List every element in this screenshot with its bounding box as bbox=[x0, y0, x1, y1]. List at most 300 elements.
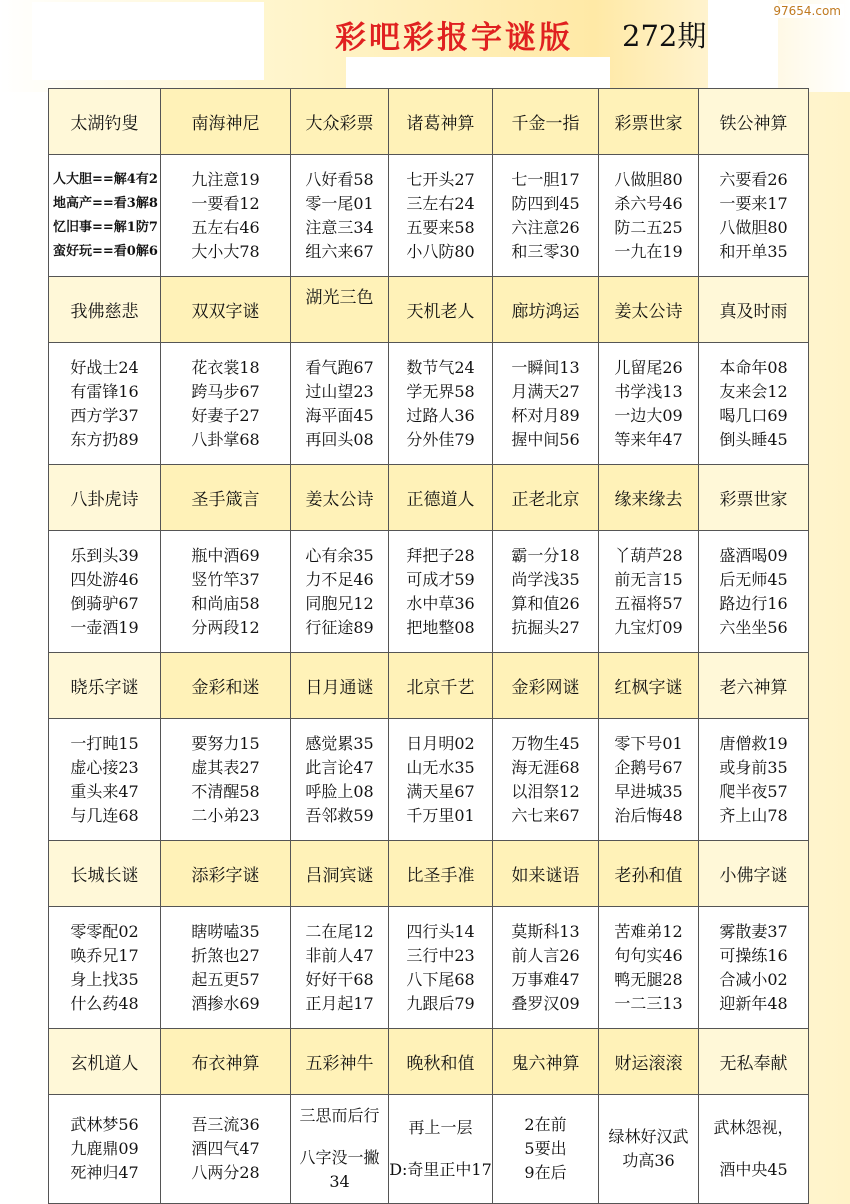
riddle-line: 杯对月89 bbox=[511, 405, 580, 425]
riddle-row bbox=[49, 719, 809, 841]
header-label: 湖光三色 bbox=[305, 288, 374, 308]
column-header bbox=[389, 841, 493, 907]
header-label: 金彩和迷 bbox=[191, 678, 260, 698]
riddle-line: 友来会12 bbox=[719, 381, 788, 401]
riddle-cell bbox=[49, 719, 161, 841]
riddle-cell bbox=[161, 531, 291, 653]
blank-box bbox=[32, 2, 264, 80]
riddle-line: 和三零30 bbox=[511, 241, 580, 261]
riddle-line: 六要看26 bbox=[719, 169, 788, 189]
header-label: 五彩神牛 bbox=[305, 1054, 374, 1074]
riddle-cell bbox=[493, 155, 599, 277]
header-label: 南海神尼 bbox=[191, 114, 260, 134]
header-row bbox=[49, 465, 809, 531]
header-label: 红枫字谜 bbox=[614, 678, 683, 698]
riddle-line: 起五更57 bbox=[191, 969, 260, 989]
header-label: 大众彩票 bbox=[305, 114, 374, 134]
riddle-line: 本命年08 bbox=[719, 357, 788, 377]
riddle-line: 倒骑驴67 bbox=[70, 593, 139, 613]
riddle-line: 算和值26 bbox=[511, 593, 580, 613]
riddle-line: 小八防80 bbox=[406, 241, 475, 261]
riddle-cell bbox=[699, 907, 809, 1029]
riddle-cell bbox=[161, 343, 291, 465]
header-label: 千金一指 bbox=[511, 114, 580, 134]
riddle-cell bbox=[161, 719, 291, 841]
riddle-line: 前人言26 bbox=[511, 945, 580, 965]
riddle-cell bbox=[389, 907, 493, 1029]
column-header bbox=[699, 841, 809, 907]
riddle-line: 感觉累35 bbox=[305, 733, 374, 753]
riddle-cell bbox=[49, 155, 161, 277]
header-label: 正老北京 bbox=[511, 490, 580, 510]
column-header bbox=[49, 465, 161, 531]
riddle-line: 六七来67 bbox=[511, 805, 580, 825]
riddle-line: 大小大78 bbox=[191, 241, 260, 261]
riddle-cell bbox=[699, 155, 809, 277]
column-header bbox=[291, 89, 389, 155]
riddle-line: 乐到头39 bbox=[70, 545, 139, 565]
riddle-line: 同胞兄12 bbox=[305, 593, 374, 613]
riddle-line: 数节气24 bbox=[406, 357, 475, 377]
header-label: 晚秋和值 bbox=[406, 1054, 475, 1074]
riddle-line: 齐上山78 bbox=[719, 805, 788, 825]
riddle-table-wrap bbox=[48, 88, 808, 1204]
riddle-line: 把地整08 bbox=[406, 617, 475, 637]
header-label: 圣手箴言 bbox=[191, 490, 260, 510]
riddle-line: 蛮好玩==看0解6 bbox=[53, 243, 158, 259]
riddle-line: 组六来67 bbox=[305, 241, 374, 261]
riddle-line: 五福将57 bbox=[614, 593, 683, 613]
riddle-cell bbox=[161, 155, 291, 277]
riddle-line: 吾邻救59 bbox=[305, 805, 374, 825]
header-label: 日月通谜 bbox=[305, 678, 374, 698]
riddle-cell bbox=[49, 1095, 161, 1204]
header-label: 比圣手准 bbox=[406, 866, 475, 886]
column-header bbox=[493, 465, 599, 531]
riddle-line: 句句实46 bbox=[614, 945, 683, 965]
riddle-line: 叠罗汉09 bbox=[511, 993, 580, 1013]
riddle-line: 九鹿鼎09 bbox=[70, 1139, 139, 1158]
riddle-line: 六注意26 bbox=[511, 217, 580, 237]
riddle-line: 爬半夜57 bbox=[719, 781, 788, 801]
riddle-cell bbox=[699, 719, 809, 841]
riddle-line: 9在后 bbox=[524, 1163, 567, 1182]
riddle-line: 拜把子28 bbox=[406, 545, 475, 565]
riddle-line: 零零配02 bbox=[70, 921, 139, 941]
column-header bbox=[291, 841, 389, 907]
riddle-cell bbox=[291, 155, 389, 277]
riddle-line: 儿留尾26 bbox=[614, 357, 683, 377]
riddle-cell bbox=[493, 343, 599, 465]
riddle-line: 八字没一撇 bbox=[299, 1148, 380, 1167]
riddle-line: 行征途89 bbox=[305, 617, 374, 637]
column-header bbox=[161, 465, 291, 531]
riddle-line: 万事难47 bbox=[511, 969, 580, 989]
riddle-line: 过山望23 bbox=[305, 381, 374, 401]
column-header bbox=[161, 89, 291, 155]
column-header bbox=[49, 841, 161, 907]
riddle-line: 八两分28 bbox=[191, 1163, 260, 1182]
column-header bbox=[161, 1029, 291, 1095]
riddle-line: 一要来17 bbox=[719, 193, 788, 213]
riddle-line: 注意三34 bbox=[305, 217, 374, 237]
riddle-line: 花衣裳18 bbox=[191, 357, 260, 377]
column-header bbox=[49, 1029, 161, 1095]
header-label: 彩票世家 bbox=[614, 114, 683, 134]
header-label: 姜太公诗 bbox=[614, 302, 683, 322]
riddle-line: 学无界58 bbox=[406, 381, 475, 401]
riddle-cell bbox=[49, 343, 161, 465]
riddle-line: 万物生45 bbox=[511, 733, 580, 753]
riddle-line: 零一尾01 bbox=[305, 193, 374, 213]
riddle-line: 绿林好汉武 bbox=[608, 1127, 689, 1146]
column-header bbox=[389, 465, 493, 531]
riddle-line: 治后悔48 bbox=[614, 805, 683, 825]
riddle-line: 七一胆17 bbox=[511, 169, 580, 189]
riddle-line: 重头来47 bbox=[70, 781, 139, 801]
riddle-line: 八做胆80 bbox=[614, 169, 683, 189]
riddle-cell bbox=[49, 531, 161, 653]
riddle-line: 三行中23 bbox=[406, 945, 475, 965]
riddle-line: 月满天27 bbox=[511, 381, 580, 401]
riddle-line: 合减小02 bbox=[719, 969, 788, 989]
riddle-line: 防二五25 bbox=[614, 217, 683, 237]
header-label: 八卦虎诗 bbox=[70, 490, 139, 510]
riddle-cell bbox=[699, 1095, 809, 1204]
riddle-line: 莫斯科13 bbox=[511, 921, 580, 941]
riddle-cell bbox=[493, 719, 599, 841]
header-row bbox=[49, 1029, 809, 1095]
riddle-row bbox=[49, 907, 809, 1029]
riddle-line: 八下尾68 bbox=[406, 969, 475, 989]
column-header bbox=[49, 653, 161, 719]
riddle-line: 二在尾12 bbox=[305, 921, 374, 941]
riddle-line: 满天星67 bbox=[406, 781, 475, 801]
header-label: 太湖钓叟 bbox=[70, 114, 139, 134]
riddle-line: 九跟后79 bbox=[406, 993, 475, 1013]
riddle-cell bbox=[389, 343, 493, 465]
header-row bbox=[49, 841, 809, 907]
riddle-line: 企鹅号67 bbox=[614, 757, 683, 777]
header-label: 鬼六神算 bbox=[511, 1054, 580, 1074]
header-label: 铁公神算 bbox=[719, 114, 788, 134]
riddle-line: 2在前 bbox=[524, 1115, 567, 1134]
riddle-line: 虚其表27 bbox=[191, 757, 260, 777]
riddle-line: 前无言15 bbox=[614, 569, 683, 589]
header-label: 北京千艺 bbox=[406, 678, 475, 698]
riddle-cell bbox=[161, 907, 291, 1029]
riddle-line: 防四到45 bbox=[511, 193, 580, 213]
riddle-cell bbox=[599, 155, 699, 277]
riddle-line: 四处游46 bbox=[70, 569, 139, 589]
riddle-line: 忆旧事==解1防7 bbox=[53, 219, 158, 235]
column-header bbox=[49, 89, 161, 155]
riddle-line: 瞎唠嗑35 bbox=[191, 921, 260, 941]
riddle-cell bbox=[161, 1095, 291, 1204]
riddle-line: 路边行16 bbox=[719, 593, 788, 613]
riddle-cell bbox=[291, 719, 389, 841]
riddle-line: 后无师45 bbox=[719, 569, 788, 589]
column-header bbox=[599, 1029, 699, 1095]
riddle-line: 等来年47 bbox=[614, 429, 683, 449]
header-label: 双双字谜 bbox=[191, 302, 260, 322]
riddle-cell bbox=[493, 1095, 599, 1204]
header-label: 正德道人 bbox=[406, 490, 475, 510]
header-label: 吕洞宾谜 bbox=[305, 866, 374, 886]
riddle-line: 呼脸上08 bbox=[305, 781, 374, 801]
riddle-line: 好妻子27 bbox=[191, 405, 260, 425]
column-header bbox=[49, 277, 161, 343]
column-header bbox=[699, 277, 809, 343]
riddle-line: 唤乔兄17 bbox=[70, 945, 139, 965]
column-header bbox=[291, 1029, 389, 1095]
riddle-cell bbox=[389, 155, 493, 277]
riddle-line: 海无涯68 bbox=[511, 757, 580, 777]
riddle-line: 一要看12 bbox=[191, 193, 260, 213]
riddle-line: 三左右24 bbox=[406, 193, 475, 213]
riddle-line: 34 bbox=[329, 1172, 350, 1191]
riddle-line: 三思而后行 bbox=[299, 1106, 380, 1125]
header-label: 老孙和值 bbox=[614, 866, 683, 886]
column-header bbox=[599, 841, 699, 907]
header-label: 金彩网谜 bbox=[511, 678, 580, 698]
column-header bbox=[389, 277, 493, 343]
riddle-line: 倒头睡45 bbox=[719, 429, 788, 449]
riddle-line: 一瞬间13 bbox=[511, 357, 580, 377]
riddle-line: D:奇里正中17 bbox=[389, 1160, 492, 1179]
header-label: 玄机道人 bbox=[70, 1054, 139, 1074]
column-header bbox=[389, 89, 493, 155]
column-header bbox=[493, 277, 599, 343]
column-header bbox=[699, 465, 809, 531]
header-label: 廊坊鸿运 bbox=[511, 302, 580, 322]
riddle-line: 吾三流36 bbox=[191, 1115, 260, 1134]
header-label: 天机老人 bbox=[406, 302, 475, 322]
header-label: 布衣神算 bbox=[191, 1054, 260, 1074]
riddle-cell bbox=[291, 343, 389, 465]
riddle-line: 和尚庙58 bbox=[191, 593, 260, 613]
column-header bbox=[493, 89, 599, 155]
header-label: 添彩字谜 bbox=[191, 866, 260, 886]
riddle-line: 非前人47 bbox=[305, 945, 374, 965]
header-label: 真及时雨 bbox=[719, 302, 788, 322]
riddle-line: 与几连68 bbox=[70, 805, 139, 825]
riddle-line: 酒四气47 bbox=[191, 1139, 260, 1158]
column-header bbox=[599, 89, 699, 155]
header-label: 姜太公诗 bbox=[305, 490, 374, 510]
column-header bbox=[493, 653, 599, 719]
column-header bbox=[599, 277, 699, 343]
riddle-line: 不清醒58 bbox=[191, 781, 260, 801]
column-header bbox=[291, 465, 389, 531]
riddle-line: 早进城35 bbox=[614, 781, 683, 801]
riddle-cell bbox=[389, 531, 493, 653]
riddle-cell bbox=[389, 719, 493, 841]
riddle-line: 尚学浅35 bbox=[511, 569, 580, 589]
riddle-line: 握中间56 bbox=[511, 429, 580, 449]
riddle-line: 要努力15 bbox=[191, 733, 260, 753]
header-label: 无私奉献 bbox=[719, 1054, 788, 1074]
spacer bbox=[389, 1140, 492, 1158]
column-header bbox=[161, 653, 291, 719]
riddle-row bbox=[49, 531, 809, 653]
header-label: 诸葛神算 bbox=[406, 114, 475, 134]
spacer bbox=[699, 1140, 808, 1158]
header-row bbox=[49, 653, 809, 719]
riddle-line: 可成才59 bbox=[406, 569, 475, 589]
header-label: 财运滚滚 bbox=[614, 1054, 683, 1074]
riddle-line: 千万里01 bbox=[406, 805, 475, 825]
riddle-line: 鸭无腿28 bbox=[614, 969, 683, 989]
riddle-line: 九注意19 bbox=[191, 169, 260, 189]
riddle-line: 一壶酒19 bbox=[70, 617, 139, 637]
header-label: 如来谜语 bbox=[511, 866, 580, 886]
riddle-line: 山无水35 bbox=[406, 757, 475, 777]
header-label: 晓乐字谜 bbox=[70, 678, 139, 698]
column-header bbox=[699, 89, 809, 155]
riddle-line: 有雷锋16 bbox=[70, 381, 139, 401]
riddle-line: 迎新年48 bbox=[719, 993, 788, 1013]
riddle-line: 丫葫芦28 bbox=[614, 545, 683, 565]
blank-box bbox=[708, 0, 778, 92]
riddle-line: 日月明02 bbox=[406, 733, 475, 753]
riddle-line: 竖竹竿37 bbox=[191, 569, 260, 589]
riddle-cell bbox=[599, 719, 699, 841]
riddle-line: 或身前35 bbox=[719, 757, 788, 777]
column-header bbox=[493, 1029, 599, 1095]
riddle-line: 虚心接23 bbox=[70, 757, 139, 777]
riddle-line: 心有余35 bbox=[305, 545, 374, 565]
page-title: 彩吧彩报字谜版 bbox=[335, 20, 573, 56]
column-header bbox=[161, 277, 291, 343]
riddle-table bbox=[48, 88, 809, 1204]
column-header bbox=[291, 653, 389, 719]
riddle-line: 身上找35 bbox=[70, 969, 139, 989]
riddle-cell bbox=[389, 1095, 493, 1204]
riddle-line: 好好干68 bbox=[305, 969, 374, 989]
riddle-line: 一边大09 bbox=[614, 405, 683, 425]
riddle-line: 五左右46 bbox=[191, 217, 260, 237]
riddle-line: 分两段12 bbox=[191, 617, 260, 637]
riddle-line: 什么药48 bbox=[70, 993, 139, 1013]
riddle-line: 海平面45 bbox=[305, 405, 374, 425]
column-header bbox=[699, 653, 809, 719]
riddle-line: 零下号01 bbox=[614, 733, 683, 753]
header-row bbox=[49, 89, 809, 155]
riddle-line: 西方学37 bbox=[70, 405, 139, 425]
riddle-line: 九宝灯09 bbox=[614, 617, 683, 637]
riddle-cell bbox=[699, 531, 809, 653]
riddle-cell bbox=[291, 531, 389, 653]
riddle-line: 和开单35 bbox=[719, 241, 788, 261]
header-row bbox=[49, 277, 809, 343]
riddle-line: 地高产==看3解8 bbox=[53, 195, 158, 211]
riddle-line: 再回头08 bbox=[305, 429, 374, 449]
riddle-line: 一打盹15 bbox=[70, 733, 139, 753]
riddle-line: 二小弟23 bbox=[191, 805, 260, 825]
riddle-line: 杀六号46 bbox=[614, 193, 683, 213]
riddle-line: 唐僧救19 bbox=[719, 733, 788, 753]
riddle-line: 瓶中酒69 bbox=[191, 545, 260, 565]
header-label: 缘来缘去 bbox=[614, 490, 683, 510]
riddle-line: 东方扔89 bbox=[70, 429, 139, 449]
column-header bbox=[161, 841, 291, 907]
riddle-line: 武林怨视， bbox=[713, 1118, 794, 1137]
riddle-row bbox=[49, 1095, 809, 1204]
column-header bbox=[389, 1029, 493, 1095]
riddle-line: 武林梦56 bbox=[70, 1115, 139, 1134]
riddle-line: 死神归47 bbox=[70, 1163, 139, 1182]
riddle-line: 跨马步67 bbox=[191, 381, 260, 401]
riddle-row bbox=[49, 343, 809, 465]
riddle-cell bbox=[599, 531, 699, 653]
riddle-line: 苦难弟12 bbox=[614, 921, 683, 941]
riddle-line: 六坐坐56 bbox=[719, 617, 788, 637]
column-header bbox=[389, 653, 493, 719]
riddle-cell bbox=[599, 1095, 699, 1204]
riddle-line: 五要来58 bbox=[406, 217, 475, 237]
riddle-line: 七开头27 bbox=[406, 169, 475, 189]
issue-number: 272期 bbox=[622, 19, 707, 53]
riddle-line: 水中草36 bbox=[406, 593, 475, 613]
column-header bbox=[699, 1029, 809, 1095]
riddle-line: 好战士24 bbox=[70, 357, 139, 377]
riddle-line: 可操练16 bbox=[719, 945, 788, 965]
riddle-line: 一二三13 bbox=[614, 993, 683, 1013]
column-header bbox=[291, 277, 389, 343]
header-label: 老六神算 bbox=[719, 678, 788, 698]
spacer bbox=[291, 1128, 388, 1146]
riddle-line: 功高36 bbox=[622, 1151, 675, 1170]
riddle-line: 酒中央45 bbox=[719, 1160, 788, 1179]
header-label: 小佛字谜 bbox=[719, 866, 788, 886]
column-header bbox=[493, 841, 599, 907]
riddle-line: 力不足46 bbox=[305, 569, 374, 589]
riddle-line: 盛酒喝09 bbox=[719, 545, 788, 565]
riddle-line: 5要出 bbox=[524, 1139, 567, 1158]
riddle-line: 书学浅13 bbox=[614, 381, 683, 401]
riddle-line: 八做胆80 bbox=[719, 217, 788, 237]
riddle-line: 一九在19 bbox=[614, 241, 683, 261]
header-label: 我佛慈悲 bbox=[70, 302, 139, 322]
riddle-cell bbox=[291, 907, 389, 1029]
riddle-line: 此言论47 bbox=[305, 757, 374, 777]
riddle-cell bbox=[699, 343, 809, 465]
column-header bbox=[599, 465, 699, 531]
riddle-row bbox=[49, 155, 809, 277]
riddle-line: 分外佳79 bbox=[406, 429, 475, 449]
column-header bbox=[599, 653, 699, 719]
riddle-line: 八好看58 bbox=[305, 169, 374, 189]
riddle-line: 喝几口69 bbox=[719, 405, 788, 425]
riddle-line: 八卦掌68 bbox=[191, 429, 260, 449]
riddle-line: 人大胆==解4有2 bbox=[53, 171, 158, 187]
riddle-line: 以泪祭12 bbox=[511, 781, 580, 801]
riddle-line: 霸一分18 bbox=[511, 545, 580, 565]
riddle-cell bbox=[599, 907, 699, 1029]
riddle-line: 抗掘头27 bbox=[511, 617, 580, 637]
riddle-cell bbox=[493, 907, 599, 1029]
riddle-line: 再上一层 bbox=[408, 1118, 473, 1137]
watermark: 97654.com bbox=[770, 4, 844, 18]
riddle-line: 雾散妻37 bbox=[719, 921, 788, 941]
riddle-cell bbox=[291, 1095, 389, 1204]
riddle-line: 正月起17 bbox=[305, 993, 374, 1013]
riddle-cell bbox=[49, 907, 161, 1029]
header-label: 彩票世家 bbox=[719, 490, 788, 510]
riddle-cell bbox=[493, 531, 599, 653]
riddle-cell bbox=[599, 343, 699, 465]
